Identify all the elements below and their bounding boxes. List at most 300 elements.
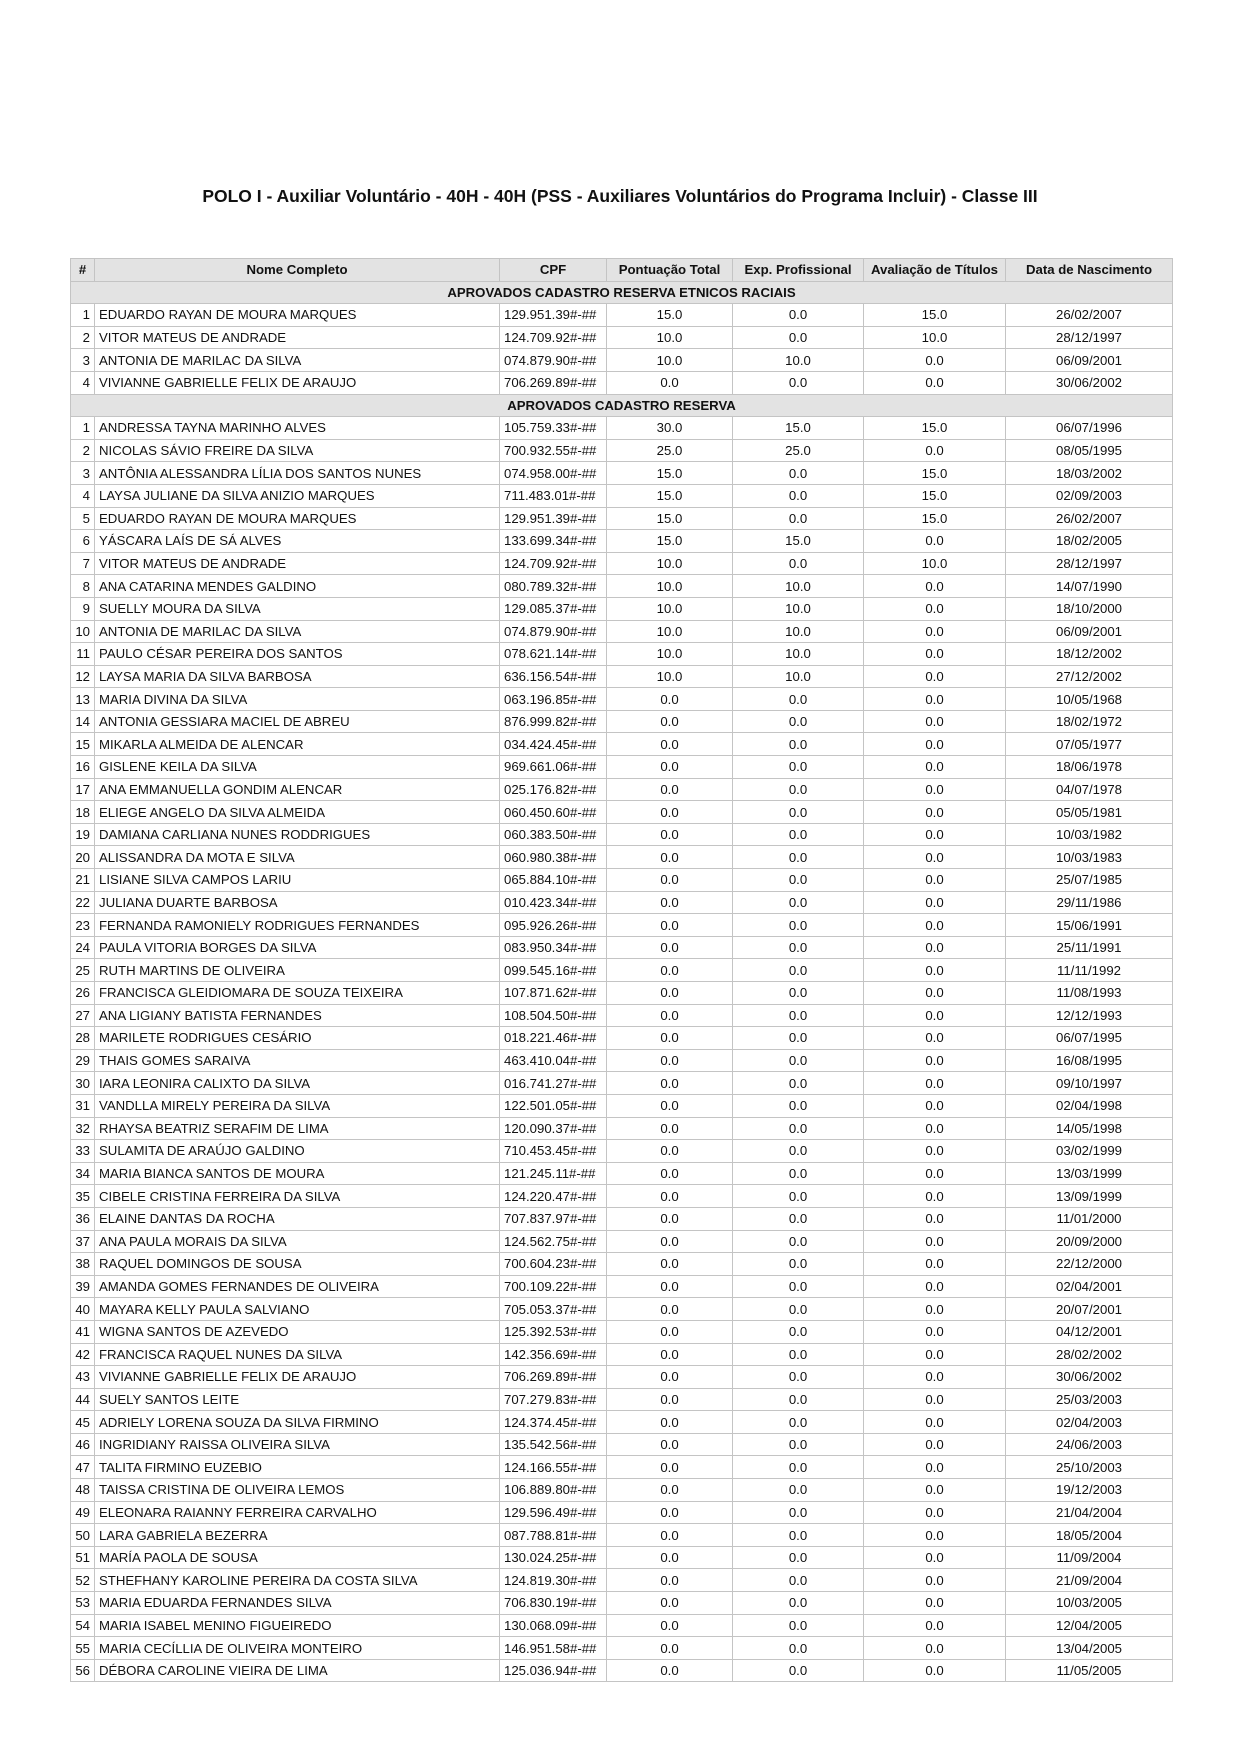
titles-score-cell: 0.0 [864,688,1006,711]
full-name-cell: MARIA DIVINA DA SILVA [95,688,500,711]
table-row [71,1592,1173,1615]
experience-score-cell: 0.0 [733,552,864,575]
table-row [71,1162,1173,1185]
total-score-cell: 25.0 [607,439,733,462]
total-score-cell: 10.0 [607,326,733,349]
row-index-cell: 1 [71,417,95,440]
experience-score-cell: 0.0 [733,869,864,892]
birth-date-cell: 25/07/1985 [1006,869,1173,892]
experience-score-cell: 0.0 [733,756,864,779]
total-score-cell: 15.0 [607,507,733,530]
total-score-cell: 0.0 [607,1072,733,1095]
full-name-cell: JULIANA DUARTE BARBOSA [95,891,500,914]
full-name-cell: RUTH MARTINS DE OLIVEIRA [95,959,500,982]
full-name-cell: TALITA FIRMINO EUZEBIO [95,1456,500,1479]
table-row [71,1479,1173,1502]
total-score-cell: 0.0 [607,1253,733,1276]
birth-date-cell: 14/07/1990 [1006,575,1173,598]
titles-score-cell: 0.0 [864,1366,1006,1389]
total-score-cell: 0.0 [607,371,733,394]
experience-score-cell: 0.0 [733,846,864,869]
experience-score-cell: 0.0 [733,1637,864,1660]
total-score-cell: 0.0 [607,1004,733,1027]
cpf-cell: 705.053.37#-## [500,1298,607,1321]
experience-score-cell: 10.0 [733,349,864,372]
experience-score-cell: 0.0 [733,1253,864,1276]
full-name-cell: INGRIDIANY RAISSA OLIVEIRA SILVA [95,1433,500,1456]
full-name-cell: MARIA BIANCA SANTOS DE MOURA [95,1162,500,1185]
total-score-cell: 0.0 [607,1411,733,1434]
table-row [71,1659,1173,1682]
experience-score-cell: 0.0 [733,891,864,914]
table-row [71,575,1173,598]
titles-score-cell: 15.0 [864,417,1006,440]
experience-score-cell: 0.0 [733,1501,864,1524]
total-score-cell: 0.0 [607,733,733,756]
full-name-cell: TAISSA CRISTINA DE OLIVEIRA LEMOS [95,1479,500,1502]
total-score-cell: 0.0 [607,801,733,824]
experience-score-cell: 0.0 [733,1546,864,1569]
titles-score-cell: 0.0 [864,665,1006,688]
cpf-cell: 063.196.85#-## [500,688,607,711]
total-score-cell: 15.0 [607,462,733,485]
results-body [71,281,1173,1682]
titles-score-cell: 0.0 [864,620,1006,643]
birth-date-cell: 04/12/2001 [1006,1320,1173,1343]
total-score-cell: 0.0 [607,1230,733,1253]
table-row [71,1140,1173,1163]
row-index-cell: 3 [71,462,95,485]
titles-score-cell: 0.0 [864,349,1006,372]
cpf-cell: 010.423.34#-## [500,891,607,914]
birth-date-cell: 27/12/2002 [1006,665,1173,688]
cpf-cell: 078.621.14#-## [500,643,607,666]
full-name-cell: NICOLAS SÁVIO FREIRE DA SILVA [95,439,500,462]
cpf-cell: 129.596.49#-## [500,1501,607,1524]
titles-score-cell: 0.0 [864,891,1006,914]
row-index-cell: 16 [71,756,95,779]
cpf-cell: 065.884.10#-## [500,869,607,892]
section-label: APROVADOS CADASTRO RESERVA ETNICOS RACIAIS [71,281,1173,304]
total-score-cell: 0.0 [607,1049,733,1072]
experience-score-cell: 0.0 [733,823,864,846]
cpf-cell: 700.604.23#-## [500,1253,607,1276]
titles-score-cell: 0.0 [864,1094,1006,1117]
birth-date-cell: 14/05/1998 [1006,1117,1173,1140]
full-name-cell: DÉBORA CAROLINE VIEIRA DE LIMA [95,1659,500,1682]
birth-date-cell: 12/04/2005 [1006,1614,1173,1637]
experience-score-cell: 0.0 [733,1140,864,1163]
section-header-row [71,281,1173,304]
titles-score-cell: 0.0 [864,371,1006,394]
full-name-cell: ANA LIGIANY BATISTA FERNANDES [95,1004,500,1027]
table-row [71,1072,1173,1095]
row-index-cell: 45 [71,1411,95,1434]
total-score-cell: 0.0 [607,1659,733,1682]
birth-date-cell: 10/03/2005 [1006,1592,1173,1615]
row-index-cell: 5 [71,507,95,530]
table-row [71,688,1173,711]
table-row [71,1343,1173,1366]
row-index-cell: 37 [71,1230,95,1253]
birth-date-cell: 18/10/2000 [1006,597,1173,620]
row-index-cell: 49 [71,1501,95,1524]
titles-score-cell: 0.0 [864,1569,1006,1592]
birth-date-cell: 11/09/2004 [1006,1546,1173,1569]
birth-date-cell: 13/04/2005 [1006,1637,1173,1660]
total-score-cell: 0.0 [607,1117,733,1140]
full-name-cell: IARA LEONIRA CALIXTO DA SILVA [95,1072,500,1095]
birth-date-cell: 02/04/1998 [1006,1094,1173,1117]
total-score-cell: 0.0 [607,1275,733,1298]
cpf-cell: 700.109.22#-## [500,1275,607,1298]
full-name-cell: MARIA EDUARDA FERNANDES SILVA [95,1592,500,1615]
total-score-cell: 0.0 [607,982,733,1005]
total-score-cell: 0.0 [607,1569,733,1592]
birth-date-cell: 20/07/2001 [1006,1298,1173,1321]
full-name-cell: VIVIANNE GABRIELLE FELIX DE ARAUJO [95,371,500,394]
full-name-cell: THAIS GOMES SARAIVA [95,1049,500,1072]
row-index-cell: 14 [71,710,95,733]
total-score-cell: 0.0 [607,1592,733,1615]
table-row [71,1320,1173,1343]
titles-score-cell: 0.0 [864,1388,1006,1411]
row-index-cell: 53 [71,1592,95,1615]
row-index-cell: 47 [71,1456,95,1479]
table-row [71,778,1173,801]
full-name-cell: AMANDA GOMES FERNANDES DE OLIVEIRA [95,1275,500,1298]
experience-score-cell: 10.0 [733,620,864,643]
birth-date-cell: 21/04/2004 [1006,1501,1173,1524]
cpf-cell: 087.788.81#-## [500,1524,607,1547]
birth-date-cell: 03/02/1999 [1006,1140,1173,1163]
titles-score-cell: 0.0 [864,575,1006,598]
birth-date-cell: 18/06/1978 [1006,756,1173,779]
full-name-cell: ANTÔNIA ALESSANDRA LÍLIA DOS SANTOS NUNES [95,462,500,485]
birth-date-cell: 30/06/2002 [1006,1366,1173,1389]
experience-score-cell: 15.0 [733,530,864,553]
experience-score-cell: 10.0 [733,665,864,688]
titles-score-cell: 0.0 [864,846,1006,869]
titles-score-cell: 0.0 [864,1456,1006,1479]
cpf-cell: 130.024.25#-## [500,1546,607,1569]
total-score-cell: 0.0 [607,1479,733,1502]
birth-date-cell: 18/05/2004 [1006,1524,1173,1547]
titles-score-cell: 0.0 [864,869,1006,892]
row-index-cell: 1 [71,304,95,327]
row-index-cell: 55 [71,1637,95,1660]
table-row [71,710,1173,733]
full-name-cell: LAYSA MARIA DA SILVA BARBOSA [95,665,500,688]
row-index-cell: 31 [71,1094,95,1117]
birth-date-cell: 02/04/2003 [1006,1411,1173,1434]
cpf-cell: 129.951.39#-## [500,304,607,327]
full-name-cell: FERNANDA RAMONIELY RODRIGUES FERNANDES [95,914,500,937]
titles-score-cell: 0.0 [864,1479,1006,1502]
titles-score-cell: 0.0 [864,936,1006,959]
table-row [71,643,1173,666]
birth-date-cell: 13/03/1999 [1006,1162,1173,1185]
experience-score-cell: 0.0 [733,710,864,733]
cpf-cell: 146.951.58#-## [500,1637,607,1660]
birth-date-cell: 25/03/2003 [1006,1388,1173,1411]
total-score-cell: 0.0 [607,891,733,914]
experience-score-cell: 0.0 [733,1524,864,1547]
table-row [71,552,1173,575]
experience-score-cell: 0.0 [733,326,864,349]
cpf-cell: 969.661.06#-## [500,756,607,779]
cpf-cell: 124.562.75#-## [500,1230,607,1253]
cpf-cell: 124.709.92#-## [500,326,607,349]
birth-date-cell: 18/12/2002 [1006,643,1173,666]
birth-date-cell: 04/07/1978 [1006,778,1173,801]
titles-score-cell: 0.0 [864,1637,1006,1660]
birth-date-cell: 28/12/1997 [1006,552,1173,575]
row-index-cell: 24 [71,936,95,959]
total-score-cell: 0.0 [607,823,733,846]
experience-score-cell: 0.0 [733,959,864,982]
titles-score-cell: 0.0 [864,1004,1006,1027]
birth-date-cell: 08/05/1995 [1006,439,1173,462]
cpf-cell: 706.269.89#-## [500,1366,607,1389]
cpf-cell: 080.789.32#-## [500,575,607,598]
birth-date-cell: 21/09/2004 [1006,1569,1173,1592]
table-row [71,982,1173,1005]
row-index-cell: 34 [71,1162,95,1185]
row-index-cell: 17 [71,778,95,801]
birth-date-cell: 05/05/1981 [1006,801,1173,824]
cpf-cell: 060.383.50#-## [500,823,607,846]
full-name-cell: VIVIANNE GABRIELLE FELIX DE ARAUJO [95,1366,500,1389]
table-row [71,1569,1173,1592]
experience-score-cell: 0.0 [733,507,864,530]
row-index-cell: 11 [71,643,95,666]
table-row [71,823,1173,846]
row-index-cell: 21 [71,869,95,892]
table-row [71,1433,1173,1456]
row-index-cell: 35 [71,1185,95,1208]
table-row [71,371,1173,394]
cpf-cell: 133.699.34#-## [500,530,607,553]
total-score-cell: 0.0 [607,1614,733,1637]
table-row [71,326,1173,349]
section-header-row [71,394,1173,417]
total-score-cell: 0.0 [607,914,733,937]
table-row [71,1027,1173,1050]
table-row [71,869,1173,892]
total-score-cell: 0.0 [607,1027,733,1050]
cpf-cell: 129.951.39#-## [500,507,607,530]
birth-date-cell: 29/11/1986 [1006,891,1173,914]
birth-date-cell: 10/03/1983 [1006,846,1173,869]
experience-score-cell: 0.0 [733,1117,864,1140]
cpf-cell: 124.166.55#-## [500,1456,607,1479]
table-row [71,936,1173,959]
cpf-cell: 125.036.94#-## [500,1659,607,1682]
total-score-cell: 0.0 [607,1094,733,1117]
section-label: APROVADOS CADASTRO RESERVA [71,394,1173,417]
full-name-cell: MAYARA KELLY PAULA SALVIANO [95,1298,500,1321]
full-name-cell: ADRIELY LORENA SOUZA DA SILVA FIRMINO [95,1411,500,1434]
table-row [71,1049,1173,1072]
birth-date-cell: 13/09/1999 [1006,1185,1173,1208]
titles-score-cell: 0.0 [864,778,1006,801]
titles-score-cell: 0.0 [864,1275,1006,1298]
table-row [71,1637,1173,1660]
cpf-cell: 060.980.38#-## [500,846,607,869]
titles-score-cell: 0.0 [864,1185,1006,1208]
titles-score-cell: 0.0 [864,1524,1006,1547]
total-score-cell: 0.0 [607,1546,733,1569]
total-score-cell: 10.0 [607,552,733,575]
full-name-cell: RHAYSA BEATRIZ SERAFIM DE LIMA [95,1117,500,1140]
full-name-cell: ANTONIA GESSIARA MACIEL DE ABREU [95,710,500,733]
cpf-cell: 130.068.09#-## [500,1614,607,1637]
titles-score-cell: 0.0 [864,643,1006,666]
full-name-cell: STHEFHANY KAROLINE PEREIRA DA COSTA SILVA [95,1569,500,1592]
results-table [70,258,1173,1682]
table-row [71,1411,1173,1434]
full-name-cell: ELIEGE ANGELO DA SILVA ALMEIDA [95,801,500,824]
row-index-cell: 2 [71,439,95,462]
total-score-cell: 10.0 [607,597,733,620]
experience-score-cell: 0.0 [733,982,864,1005]
table-row [71,914,1173,937]
table-row [71,349,1173,372]
cpf-cell: 106.889.80#-## [500,1479,607,1502]
column-header-birth-date: Data de Nascimento [1006,259,1173,282]
experience-score-cell: 0.0 [733,733,864,756]
cpf-cell: 125.392.53#-## [500,1320,607,1343]
full-name-cell: GISLENE KEILA DA SILVA [95,756,500,779]
titles-score-cell: 15.0 [864,462,1006,485]
row-index-cell: 28 [71,1027,95,1050]
table-row [71,1207,1173,1230]
titles-score-cell: 0.0 [864,1072,1006,1095]
row-index-cell: 12 [71,665,95,688]
total-score-cell: 15.0 [607,530,733,553]
column-header-cpf: CPF [500,259,607,282]
experience-score-cell: 0.0 [733,1094,864,1117]
titles-score-cell: 0.0 [864,1433,1006,1456]
cpf-cell: 706.269.89#-## [500,371,607,394]
cpf-cell: 124.819.30#-## [500,1569,607,1592]
full-name-cell: SUELLY MOURA DA SILVA [95,597,500,620]
experience-score-cell: 0.0 [733,1049,864,1072]
birth-date-cell: 26/02/2007 [1006,304,1173,327]
total-score-cell: 0.0 [607,959,733,982]
birth-date-cell: 24/06/2003 [1006,1433,1173,1456]
full-name-cell: LAYSA JULIANE DA SILVA ANIZIO MARQUES [95,484,500,507]
row-index-cell: 13 [71,688,95,711]
full-name-cell: VITOR MATEUS DE ANDRADE [95,326,500,349]
table-row [71,1501,1173,1524]
table-row [71,484,1173,507]
birth-date-cell: 02/04/2001 [1006,1275,1173,1298]
table-row [71,439,1173,462]
birth-date-cell: 12/12/1993 [1006,1004,1173,1027]
cpf-cell: 018.221.46#-## [500,1027,607,1050]
total-score-cell: 0.0 [607,688,733,711]
row-index-cell: 44 [71,1388,95,1411]
row-index-cell: 2 [71,326,95,349]
row-index-cell: 43 [71,1366,95,1389]
experience-score-cell: 0.0 [733,1388,864,1411]
cpf-cell: 108.504.50#-## [500,1004,607,1027]
titles-score-cell: 0.0 [864,1411,1006,1434]
table-row [71,801,1173,824]
full-name-cell: EDUARDO RAYAN DE MOURA MARQUES [95,507,500,530]
cpf-cell: 034.424.45#-## [500,733,607,756]
titles-score-cell: 10.0 [864,552,1006,575]
birth-date-cell: 19/12/2003 [1006,1479,1173,1502]
full-name-cell: FRANCISCA GLEIDIOMARA DE SOUZA TEIXEIRA [95,982,500,1005]
cpf-cell: 099.545.16#-## [500,959,607,982]
cpf-cell: 083.950.34#-## [500,936,607,959]
cpf-cell: 060.450.60#-## [500,801,607,824]
titles-score-cell: 0.0 [864,1162,1006,1185]
experience-score-cell: 0.0 [733,1592,864,1615]
total-score-cell: 0.0 [607,1524,733,1547]
row-index-cell: 39 [71,1275,95,1298]
table-row [71,756,1173,779]
table-row [71,620,1173,643]
row-index-cell: 48 [71,1479,95,1502]
column-header-index: # [71,259,95,282]
experience-score-cell: 0.0 [733,1027,864,1050]
experience-score-cell: 0.0 [733,801,864,824]
titles-score-cell: 0.0 [864,1546,1006,1569]
titles-score-cell: 0.0 [864,710,1006,733]
total-score-cell: 0.0 [607,756,733,779]
birth-date-cell: 25/10/2003 [1006,1456,1173,1479]
cpf-cell: 700.932.55#-## [500,439,607,462]
row-index-cell: 20 [71,846,95,869]
cpf-cell: 463.410.04#-## [500,1049,607,1072]
cpf-cell: 707.279.83#-## [500,1388,607,1411]
cpf-cell: 016.741.27#-## [500,1072,607,1095]
cpf-cell: 129.085.37#-## [500,597,607,620]
total-score-cell: 15.0 [607,484,733,507]
titles-score-cell: 0.0 [864,801,1006,824]
experience-score-cell: 0.0 [733,1004,864,1027]
total-score-cell: 0.0 [607,1343,733,1366]
table-row [71,507,1173,530]
birth-date-cell: 07/05/1977 [1006,733,1173,756]
table-row [71,1185,1173,1208]
experience-score-cell: 0.0 [733,1230,864,1253]
table-row [71,1524,1173,1547]
birth-date-cell: 06/09/2001 [1006,620,1173,643]
titles-score-cell: 10.0 [864,326,1006,349]
cpf-cell: 122.501.05#-## [500,1094,607,1117]
row-index-cell: 4 [71,371,95,394]
full-name-cell: WIGNA SANTOS DE AZEVEDO [95,1320,500,1343]
row-index-cell: 46 [71,1433,95,1456]
experience-score-cell: 0.0 [733,1411,864,1434]
birth-date-cell: 06/09/2001 [1006,349,1173,372]
experience-score-cell: 0.0 [733,914,864,937]
birth-date-cell: 06/07/1995 [1006,1027,1173,1050]
row-index-cell: 38 [71,1253,95,1276]
titles-score-cell: 0.0 [864,1501,1006,1524]
birth-date-cell: 16/08/1995 [1006,1049,1173,1072]
birth-date-cell: 30/06/2002 [1006,371,1173,394]
cpf-cell: 025.176.82#-## [500,778,607,801]
titles-score-cell: 0.0 [864,1614,1006,1637]
experience-score-cell: 0.0 [733,1433,864,1456]
birth-date-cell: 11/05/2005 [1006,1659,1173,1682]
